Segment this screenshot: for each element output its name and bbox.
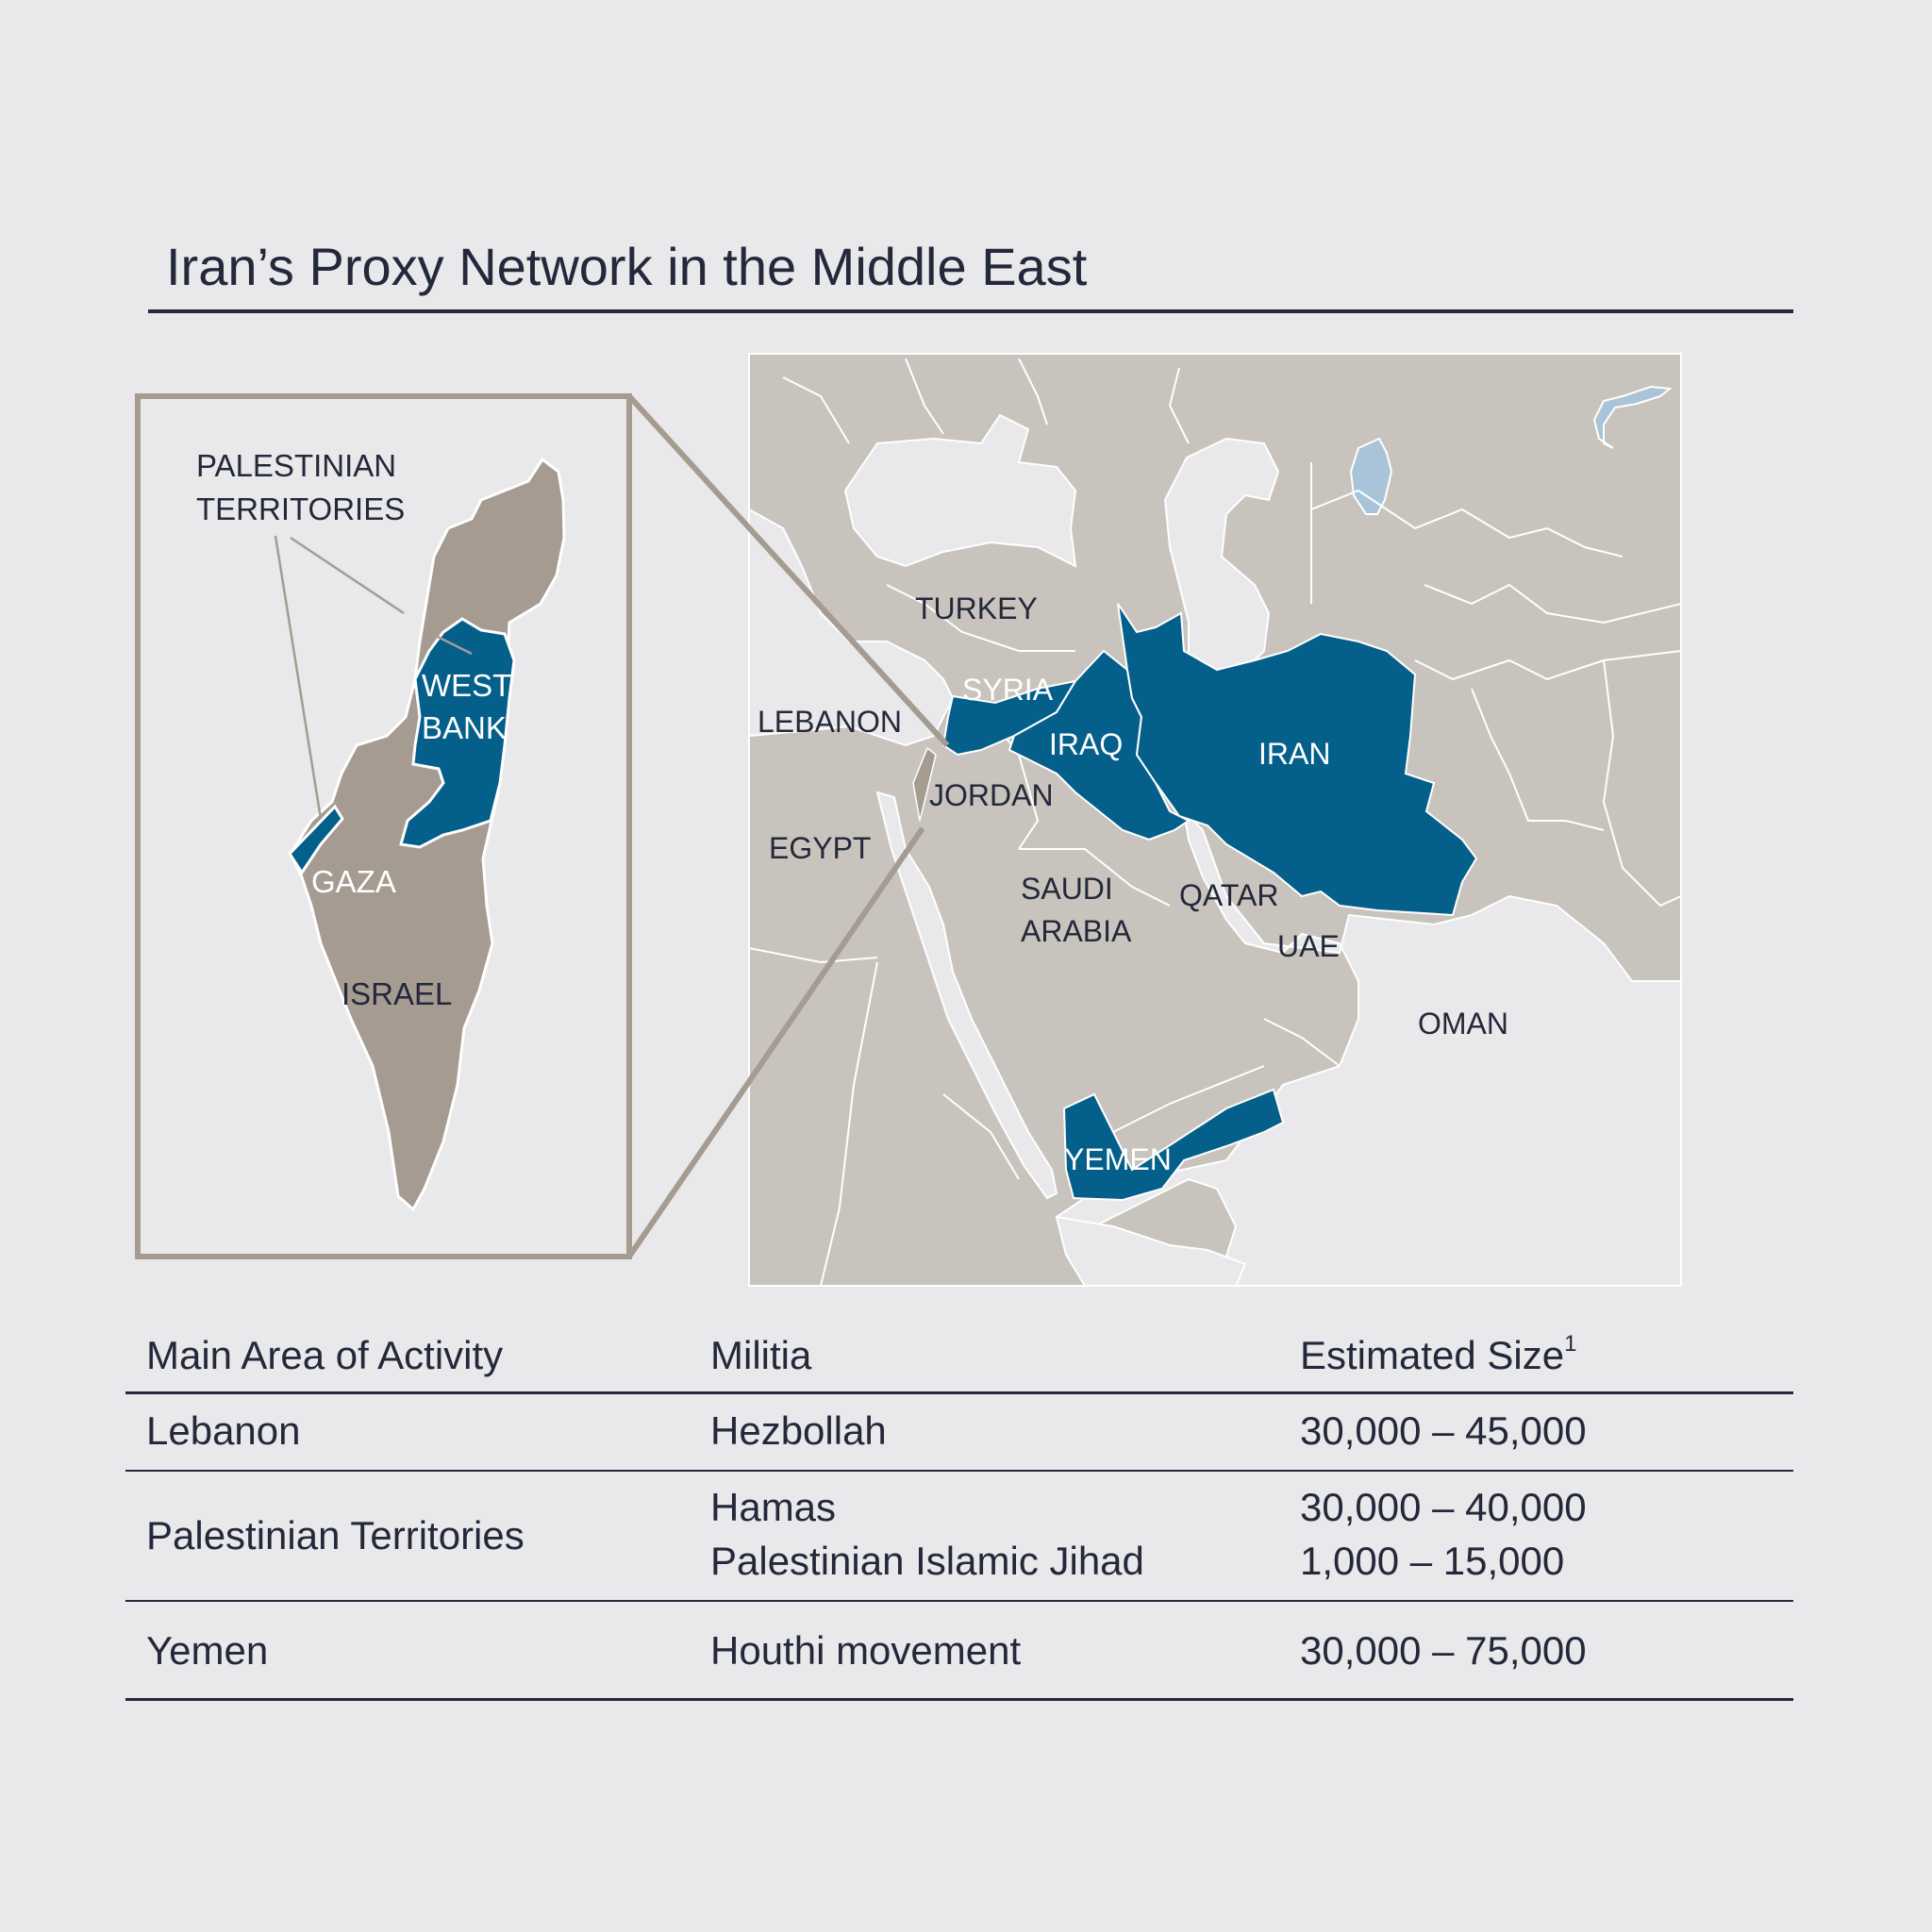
table-row [125,1602,1793,1701]
table-header-row [125,1316,1793,1394]
header-size [1300,1333,1576,1378]
label-jordan: JORDAN [929,778,1054,812]
row-militia: Hamas [710,1485,837,1529]
inset-map [138,396,629,1257]
row-militia: Hezbollah [710,1408,887,1453]
label-saudi-2: ARABIA [1021,914,1132,948]
row-militia: Houthi movement [710,1628,1022,1673]
footnote-marker: 1 [1564,1331,1577,1357]
label-palestinian-territories-2: TERRITORIES [196,491,406,526]
row-size: 30,000 – 75,000 [1300,1628,1587,1673]
page-title: Iran’s Proxy Network in the Middle East [166,237,1088,296]
row-size: 30,000 – 40,000 [1300,1485,1587,1529]
regional-map [749,354,1681,1286]
label-turkey: TURKEY [915,591,1038,625]
label-egypt: EGYPT [769,831,872,865]
table-row [125,1472,1793,1602]
row-area: Palestinian Territories [146,1513,525,1557]
row-militia: Palestinian Islamic Jihad [710,1539,1144,1583]
militia-table [125,1316,1793,1701]
row-size: 1,000 – 15,000 [1300,1539,1565,1583]
label-yemen: YEMEN [1064,1142,1172,1176]
label-uae: UAE [1277,929,1340,963]
label-syria: SYRIA [962,673,1054,707]
label-west-bank-2: BANK [422,710,507,745]
label-iran: IRAN [1258,737,1331,771]
row-size: 30,000 – 45,000 [1300,1408,1587,1453]
label-west-bank-1: WEST [422,668,512,703]
label-iraq: IRAQ [1049,727,1124,761]
label-oman: OMAN [1418,1007,1508,1041]
label-gaza: GAZA [311,864,396,899]
header-area: Main Area of Activity [146,1333,504,1377]
table-row [125,1394,1793,1472]
row-area: Lebanon [146,1408,301,1453]
label-israel: ISRAEL [341,976,453,1011]
label-lebanon: LEBANON [758,705,902,739]
header-size-text: Estimated Size [1300,1333,1565,1377]
header-militia: Militia [710,1333,812,1377]
label-saudi-1: SAUDI [1021,872,1113,906]
label-qatar: QATAR [1179,878,1279,912]
row-area: Yemen [146,1628,269,1673]
label-palestinian-territories-1: PALESTINIAN [196,448,397,483]
